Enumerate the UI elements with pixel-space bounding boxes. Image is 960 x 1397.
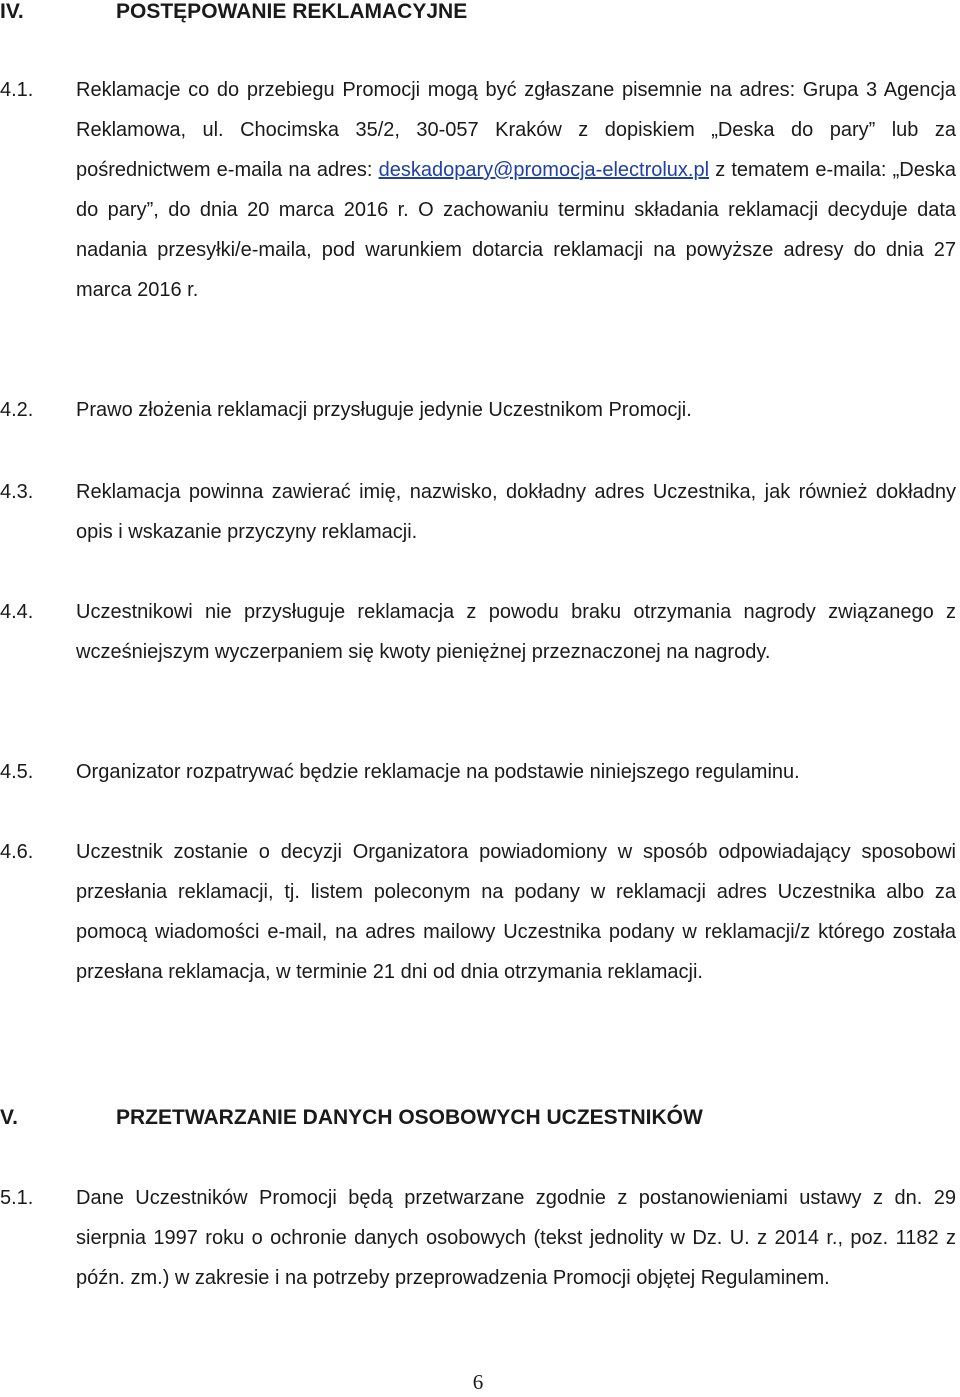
clause-number: 4.4. xyxy=(0,601,34,623)
clause-number: 4.6. xyxy=(0,841,34,863)
clause-text: Reklamacje co do przebiegu Promocji mogą być zgłaszane pisemnie na adres: Grupa 3 Agencja Reklamowa, ul. Chocimska 35/2, 30-057 Kraków z dopiskiem „Deska do pary” lub za pośrednictwem e-maila na adres: deskadopary@promocja-electrolux.pl z tematem e-maila: „Deska do pary”, do dnia 20 marca 2016 r. O zachowaniu terminu składania reklamacji decyduje data nadania przesyłki/e-maila, pod warunkiem dotarcia reklamacji na powyższe adresy do dnia 27 marca 2016 r. xyxy=(76,79,956,301)
clause-number: 5.1. xyxy=(0,1187,34,1209)
clause-text: Uczestnik zostanie o decyzji Organizatora powiadomiony w sposób odpowiadający sposobowi przesłania reklamacji, tj. listem poleconym na podany w reklamacji adres Uczestnika albo za pomocą wiadomości e-mail, na adres mailowy Uczestnika podany w reklamacji/z którego została przesłana reklamacja, w terminie 21 dni od dnia otrzymania reklamacji. xyxy=(76,841,956,983)
clause-number: 4.3. xyxy=(0,481,34,503)
clause-4-6 xyxy=(0,832,956,992)
section-title: PRZETWARZANIE DANYCH OSOBOWYCH UCZESTNIKÓW xyxy=(116,1106,703,1129)
section-number: IV. xyxy=(0,0,24,23)
page-number: 6 xyxy=(472,1370,484,1394)
clause-text: Uczestnikowi nie przysługuje reklamacja z powodu braku otrzymania nagrody związanego z wcześniejszym wyczerpaniem się kwoty pieniężnej przeznaczonej na nagrody. xyxy=(76,601,956,663)
clause-4-5 xyxy=(0,752,956,792)
clause-text: Reklamacja powinna zawierać imię, nazwisko, dokładny adres Uczestnika, jak również dokładny opis i wskazanie przyczyny reklamacji. xyxy=(76,481,956,543)
clause-text: Dane Uczestników Promocji będą przetwarzane zgodnie z postanowieniami ustawy z dn. 29 sierpnia 1997 roku o ochronie danych osobowych (tekst jednolity w Dz. U. z 2014 r., poz. 1182 z późn. zm.) w zakresie i na potrzeby przeprowadzenia Promocji objętej Regulaminem. xyxy=(76,1187,956,1289)
clause-4-2 xyxy=(0,390,956,430)
section-number: V. xyxy=(0,1106,18,1129)
email-link[interactable]: deskadopary@promocja-electrolux.pl xyxy=(378,159,710,181)
clause-text: Prawo złożenia reklamacji przysługuje jedynie Uczestnikom Promocji. xyxy=(76,399,692,421)
clause-4-3 xyxy=(0,472,956,552)
clause-text: Organizator rozpatrywać będzie reklamacje na podstawie niniejszego regulaminu. xyxy=(76,761,800,783)
clause-4-4 xyxy=(0,592,956,672)
clause-number: 4.2. xyxy=(0,399,34,421)
clause-number: 4.1. xyxy=(0,79,34,101)
clause-4-1 xyxy=(0,70,956,310)
section-title: POSTĘPOWANIE REKLAMACYJNE xyxy=(116,0,468,23)
clause-number: 4.5. xyxy=(0,761,34,783)
clause-5-1 xyxy=(0,1178,956,1298)
